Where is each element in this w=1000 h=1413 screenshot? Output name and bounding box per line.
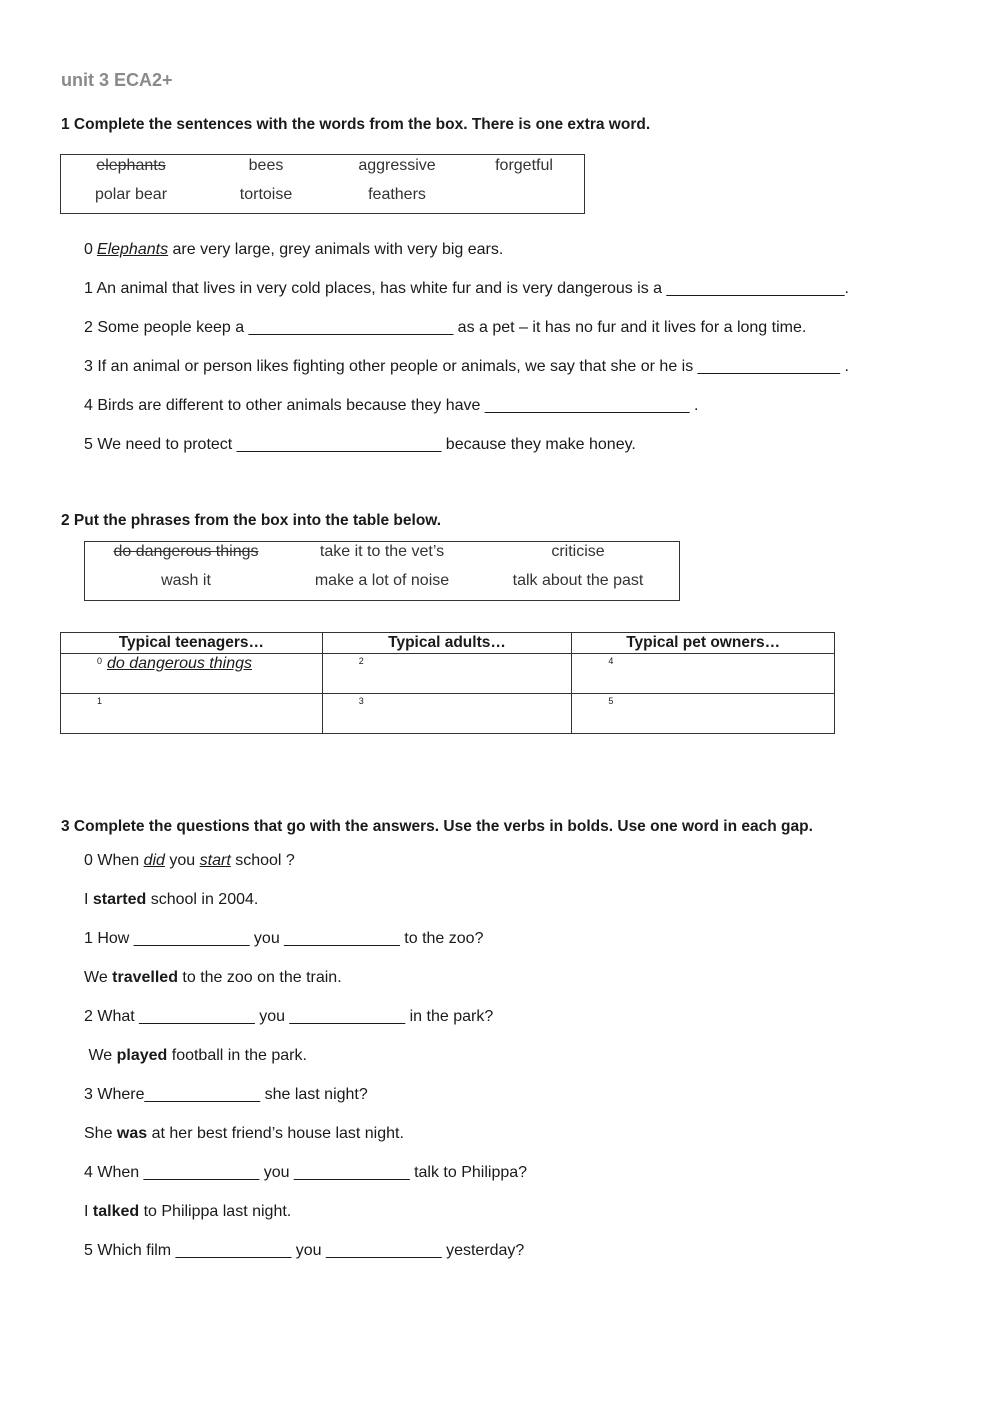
question-line: 5 Which film _____________ you _____________ yesterday? — [84, 1242, 525, 1259]
answer-pre: We — [84, 1047, 117, 1064]
page-title: unit 3 ECA2+ — [61, 70, 173, 90]
section3-heading: 3 Complete the questions that go with the answers. Use the verbs in bolds. Use one word in each gap. — [61, 818, 813, 835]
answer-post: football in the park. — [167, 1047, 307, 1064]
sorting-table — [60, 632, 835, 734]
answer-verb: played — [116, 1047, 168, 1064]
answer-verb: was — [116, 1125, 148, 1142]
word-box-item: bees — [248, 157, 284, 174]
phrase-box-item: take it to the vet’s — [319, 543, 445, 560]
cell-number: 5 — [608, 696, 614, 706]
phrase-box-item: make a lot of noise — [314, 572, 450, 589]
word-box — [60, 154, 585, 214]
answer-pre: I — [84, 1203, 93, 1220]
table-cell[interactable] — [61, 694, 323, 734]
answer-line — [84, 1047, 307, 1065]
answer-line — [84, 1203, 291, 1221]
word-box-item: tortoise — [239, 186, 293, 203]
gap-sentence: 2 Some people keep a _______________________ as a pet – it has no fur and it lives for a long time. — [84, 319, 807, 336]
answer-post: at her best friend’s house last night. — [147, 1125, 404, 1142]
gap-sentence: 1 An animal that lives in very cold places, has white fur and is very dangerous is a ____________________. — [84, 280, 849, 297]
example-number: 0 — [84, 241, 93, 258]
question-line: 3 Where_____________ she last night? — [84, 1086, 368, 1103]
table-header: Typical pet owners… — [572, 633, 835, 654]
word-box-item: elephants — [96, 157, 166, 174]
answer-post: school in 2004. — [146, 891, 259, 908]
table-row — [61, 694, 835, 734]
answer-line — [84, 1125, 404, 1143]
answer-post: to the zoo on the train. — [177, 969, 342, 986]
table-row — [61, 654, 835, 694]
cell-number: 4 — [608, 656, 614, 666]
table-header: Typical teenagers… — [61, 633, 323, 654]
phrase-box-item: wash it — [161, 572, 211, 589]
example-verb: start — [199, 852, 231, 869]
table-header: Typical adults… — [322, 633, 572, 654]
question-line: 1 How _____________ you _____________ to the zoo? — [84, 930, 484, 947]
answer-pre: We — [84, 969, 113, 986]
gap-sentence: 4 Birds are different to other animals because they have _______________________ . — [84, 397, 699, 414]
answer-verb: talked — [92, 1203, 140, 1220]
example-question — [84, 852, 295, 870]
answer-pre: I — [84, 891, 93, 908]
word-box-item: aggressive — [358, 157, 436, 174]
answer-pre: She — [84, 1125, 117, 1142]
table-cell[interactable] — [322, 694, 572, 734]
table-cell[interactable] — [572, 694, 835, 734]
question-line: 4 When _____________ you _____________ talk to Philippa? — [84, 1164, 528, 1181]
gap-sentence: 5 We need to protect _______________________ because they make honey. — [84, 436, 636, 453]
table-cell[interactable] — [322, 654, 572, 694]
word-box-item: polar bear — [94, 186, 168, 203]
section2-heading: 2 Put the phrases from the box into the table below. — [61, 512, 442, 529]
table-cell[interactable] — [572, 654, 835, 694]
example-question-suffix: school ? — [230, 852, 295, 869]
cell-number: 1 — [97, 696, 103, 706]
cell-number: 2 — [358, 656, 364, 666]
example-question-mid: you — [164, 852, 200, 869]
cell-example-answer: do dangerous things — [107, 655, 252, 672]
gap-sentence: 3 If an animal or person likes fighting other people or animals, we say that she or he is ________________ . — [84, 358, 849, 375]
cell-number: 3 — [358, 696, 364, 706]
word-box-item: feathers — [368, 186, 426, 203]
example-answer: Elephants — [96, 241, 169, 258]
phrase-box-item: do dangerous things — [113, 543, 259, 560]
phrase-box-item: talk about the past — [512, 572, 644, 589]
example-rest: are very large, grey animals with very big ears. — [168, 241, 504, 258]
example-question-prefix: 0 When — [84, 852, 144, 869]
answer-line — [84, 969, 342, 987]
phrase-box — [84, 541, 680, 601]
phrase-box-item: criticise — [551, 543, 605, 560]
example-answer-line — [84, 891, 258, 909]
answer-post: to Philippa last night. — [139, 1203, 292, 1220]
table-cell[interactable] — [61, 654, 323, 694]
example-sentence — [84, 241, 503, 259]
cell-number: 0 — [97, 656, 103, 666]
answer-verb: travelled — [112, 969, 178, 986]
word-box-item: forgetful — [495, 157, 553, 174]
section1-heading: 1 Complete the sentences with the words from the box. There is one extra word. — [61, 116, 651, 133]
answer-verb: started — [92, 891, 147, 908]
example-aux: did — [143, 852, 165, 869]
question-line: 2 What _____________ you _____________ in the park? — [84, 1008, 494, 1025]
